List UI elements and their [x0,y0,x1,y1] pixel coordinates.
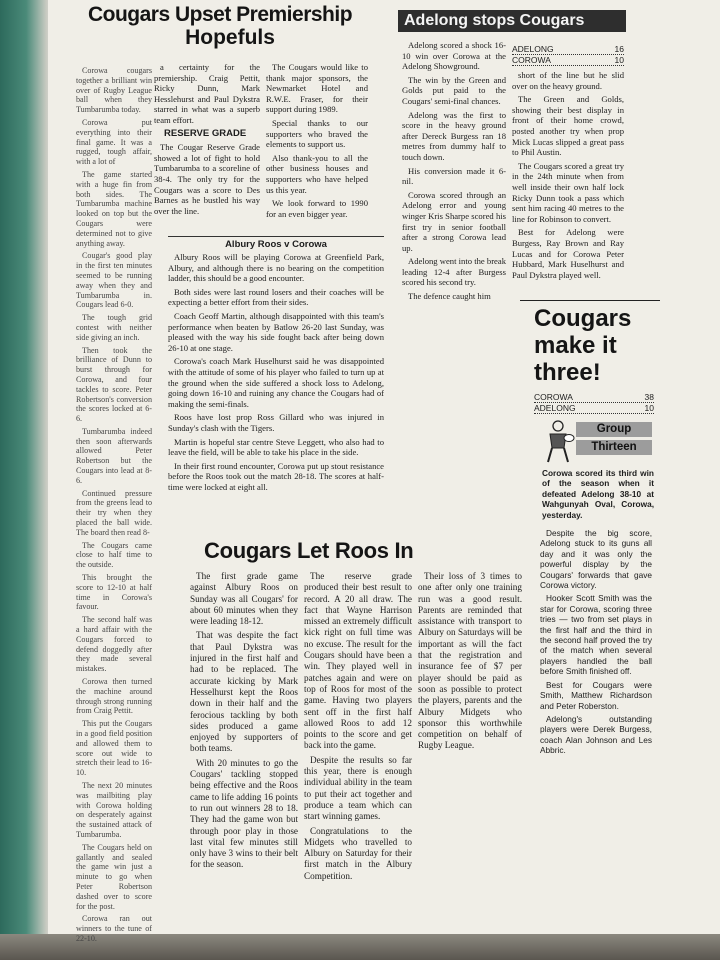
three-title-line1: Cougars [534,305,632,332]
upset-thanks-paragraph: Special thanks to our supporters who braved the elements to support us. [266,117,368,150]
letin-paragraph: The reserve grade produced their best result to record. A 20 all draw. The fact that Wayne Harrison missed an extremely difficult kick right on full time was no excuse. The result for the Cougars should have been a win. They played well in patches again and were on top of Roos for most of the game. Having two players sent off in the first half allowed Roos to add 12 points to the score and get back into the game. [304,571,412,751]
upset-paragraph: The second half was a hard affair with the Cougars forced to defend doggedly after they made several mistakes. [76,615,152,674]
adelong-column-b [512,70,624,283]
upset-paragraph: The game started with a huge fin from both sides. The Tumbarumba machine looked on top but the Cougars were determined not to give anything away. [76,169,152,248]
adelong-article [398,10,626,32]
upset-intro: a certainty for the premiership. Craig Pettit, Ricky Dunn, Mark Hesslehurst and Paul Dykstra starred in what was a superb team effort. [154,62,260,125]
three-paragraph: Adelong's outstanding players were Derek Burgess, coach Alan Johnson and Les Abbric. [540,713,652,756]
upset-headline-line2: Hopefuls [185,26,275,49]
upset-paragraph: Corowa put everything into their final game. It was a rugged, tough affair, with a lot of [76,117,152,167]
adelong-paragraph: The Cougars scored a great try in the 24th minute when from well inside their own half lock Ricky Dunn took a pass which sent him racing 40 metres to the line for Robinson to convert. [512,160,624,224]
adelong-column-a [402,40,506,305]
albury-paragraph: Both sides were last round losers and their coaches will be expecting a better effort from their sides. [168,286,384,308]
letin-paragraph: The first grade game against Albury Roos on Sunday was all Cougars' for about 60 minutes when they were leading 18-12. [190,571,298,627]
adelong-banner: Adelong stops Cougars [398,10,626,32]
upset-article [72,4,368,49]
upset-paragraph: Corowa then turned the machine around through strong running from Craig Pettit. [76,677,152,716]
three-scoreboard [534,392,654,414]
adelong-paragraph: The win by the Green and Golds put paid to the Cougars' semi-final chances. [402,74,506,106]
group-label: Group [576,422,652,437]
albury-paragraph: Corowa's coach Mark Huselhurst said he was disappointed with the attitude of some of his player who failed to turn up at the ground when the side suffered a shock loss to Adelong, going down 16-10 and ruining any chance the Cougars had of making the semi-finals. [168,356,384,409]
score-points: 38 [644,392,654,402]
adelong-paragraph: The defence caught him [408,291,491,302]
letin-paragraph: Despite the results so far this year, there is enough individual ability in the team to put their act together and produce a team which can start winning games. [304,754,412,822]
adelong-paragraph: The Green and Golds, showing their best display in front of their home crowd, posted another try when prop Mick Lucas slipped a great pass to Phil Austin. [512,94,624,158]
letin-column-c [418,571,522,755]
albury-body [168,252,384,492]
rugby-player-icon [540,418,576,464]
three-article [520,300,660,414]
albury-article [168,236,384,495]
three-title-line2: make it [534,332,617,359]
group-thirteen-badge [540,418,652,464]
upset-paragraph: This put the Cougars in a good field position and allowed them to score out wide to stretch their lead to 16-10. [76,719,152,778]
letin-paragraph: With 20 minutes to go the Cougars' tackling stopped being effective and the Roos came to life adding 16 points to run out winners 28 to 18. They had the game won but through poor play in those last vital few minutes still only have 3 wins to their belt for the season. [190,757,298,870]
score-row [534,403,654,414]
upset-column-a [76,66,152,947]
albury-paragraph: Albury Roos will be playing Corowa at Greenfield Park, Albury, and although there is no bearing on the competition ladder, this should be a good encounter. [168,252,384,284]
thirteen-label: Thirteen [576,440,652,455]
albury-paragraph: Roos have lost prop Ross Gillard who was injured in Sunday's clash with the Tigers. [168,412,384,433]
upset-paragraph: Corowa cougars together a brilliant win over of Rugby League ball when they Tumbarumba today. [76,66,152,115]
three-lead: Corowa scored its third win of the season when it defeated Adelong 38-10 at Wahgunyah Oval, Corowa, yesterday. [542,468,654,520]
score-points: 10 [644,403,654,413]
upset-paragraph: The next 20 minutes was mailbiting play with Corowa holding on desperately against the sustained attack of Tumbarumba. [76,780,152,839]
upset-column-b [154,62,260,219]
letin-column-b [304,571,412,885]
adelong-paragraph: Adelong scored a shock 16-10 win over Corowa at the Adelong Showground. [402,40,506,72]
upset-paragraph: Tumbarumba indeed then soon afterwards allowed Peter Robertson but the Cougars into lead at 8-6. [76,426,152,485]
letin-paragraph: Their loss of 3 times to one after only one training run was a good result. Parents are reminded that assistance with transport to Albury on Saturdays will be important as will the fact that the registration and insurance fee of $7 per player should be paid as soon as possible to protect the players, parents and the Albury Midgets who sponsor this worthwhile competition on behalf of Rugby League. [418,571,522,751]
score-row [512,44,624,55]
score-team: ADELONG [534,403,576,413]
letin-paragraph: Congratulations to the Midgets who travelled to Albury on Saturday for their first match in the Albury Competition. [304,825,412,881]
letin-headline: Cougars Let Roos In [204,538,414,563]
score-points: 10 [614,55,624,65]
adelong-paragraph: Corowa scored through an Adelong error and young winger Kris Sharpe scored his first try in senior football after a strong Corowa lead up. [402,189,506,253]
upset-paragraph: Continued pressure from the greens lead to their try when they placed the ball wide. The board then read 8- [76,488,152,537]
adelong-paragraph: Adelong went into the break leading 12-4 after Burgess scored his second try. [402,256,506,288]
reserve-grade-heading: RESERVE GRADE [164,127,247,139]
score-row [534,392,654,403]
score-team: ADELONG [512,44,554,54]
three-title-line3: three! [534,359,601,386]
letin-column-a [190,571,298,874]
reserve-grade-text: The Cougar Reserve Grade showed a lot of fight to hold Tumbarumba to a scoreline of 38-4. The only try for the Cougars was a score to Des Barnes as he bustled his way over the line. [154,142,260,216]
albury-heading: Albury Roos v Corowa [225,239,327,250]
albury-paragraph: Martin is hopeful star centre Steve Leggett, who also had to leave the field, will be able to take his place in the side. [168,436,384,458]
score-row [512,55,624,66]
upset-headline-line1: Cougars Upset Premiership [87,3,353,26]
letin-paragraph: That was despite the fact that Paul Dykstra was injured in the first half and had to be replaced. The accurate kicking by Mark Hesselhurst kept the Roos down in their half and the ferocious tackling by both sides produced a game enjoyed by supporters of both teams. [190,630,298,754]
three-body [540,528,652,759]
albury-paragraph: Coach Geoff Martin, although disappointed with this team's performance when beaten by Batlow 26-20 last Sunday, was pleased with the way his side fought back after being down 26-10 at one stage. [168,310,384,353]
upset-paragraph: Corowa ran out winners to the tune of 22-10. [76,914,152,943]
three-top-rule [520,300,660,301]
upset-thanks-paragraph: The Cougars would like to thank major sponsors, the Newmarket Hotel and R.W.E. Fraser, for their support during 1989. [266,62,368,115]
upset-thanks-paragraph: Also thank-you to all the other business houses and supporters who have helped us this year. [266,152,368,195]
upset-paragraph: The Cougars held on gallantly and sealed the game win just a minute to go when Peter Robertson dashed over to score for the post. [76,842,152,911]
upset-paragraph: The Cougars came close to half time to the outside. [76,540,152,570]
upset-paragraph: This brought the score to 12-10 at half time in Corowa's favour. [76,573,152,612]
upset-paragraph: Then took the brilliance of Dunn to burst through for Corowa, and four tackles to score. Peter Robertson's conversion the scores locked at 6-6. [76,345,152,424]
score-points: 16 [614,44,624,54]
adelong-paragraph: Best for Adelong were Burgess, Ray Brown and Ray Lucas and for Corowa Peter Hubbard, Mark Huselhurst and Paul Dykstra played well. [512,227,624,280]
adelong-paragraph: His conversion made it 6-nil. [402,165,506,187]
upset-paragraph: Cougar's good play in the first ten minutes seemed to be running away when they and Tumbarumba in. Cougars lead 6-0. [76,251,152,310]
upset-column-c [266,62,368,222]
three-paragraph: Despite the big score, Adelong stuck to its guns all day and it was only the powerful display by the Cougars' forwards that gave Corowa victory. [540,528,652,591]
three-paragraph: Best for Cougars were Smith, Matthew Richardson and Peter Roberston. [540,679,652,711]
score-team: COROWA [512,55,551,65]
score-team: COROWA [534,392,573,402]
albury-paragraph: In their first round encounter, Corowa put up stout resistance before the Roos took out the match 28-18. The scores at half-time were locked at eight all. [168,460,384,492]
upset-thanks-paragraph: We look forward to 1990 for an even bigger year. [266,198,368,219]
upset-paragraph: The tough grid contest with neither side giving an inch. [76,313,152,342]
three-paragraph: Hooker Scott Smith was the star for Corowa, scoring three tries — two from set plays in the first half and the third in the second half proved the try of the match when several players handled the ball before Smith finished off. [540,593,652,677]
adelong-scoreboard [512,44,624,66]
adelong-paragraph: Adelong was the first to score in the heavy ground after Dereck Burgess ran 18 metres from dummy half to touch down. [402,109,506,162]
adelong-paragraph: short of the line but he slid over on the heavy ground. [512,70,624,91]
